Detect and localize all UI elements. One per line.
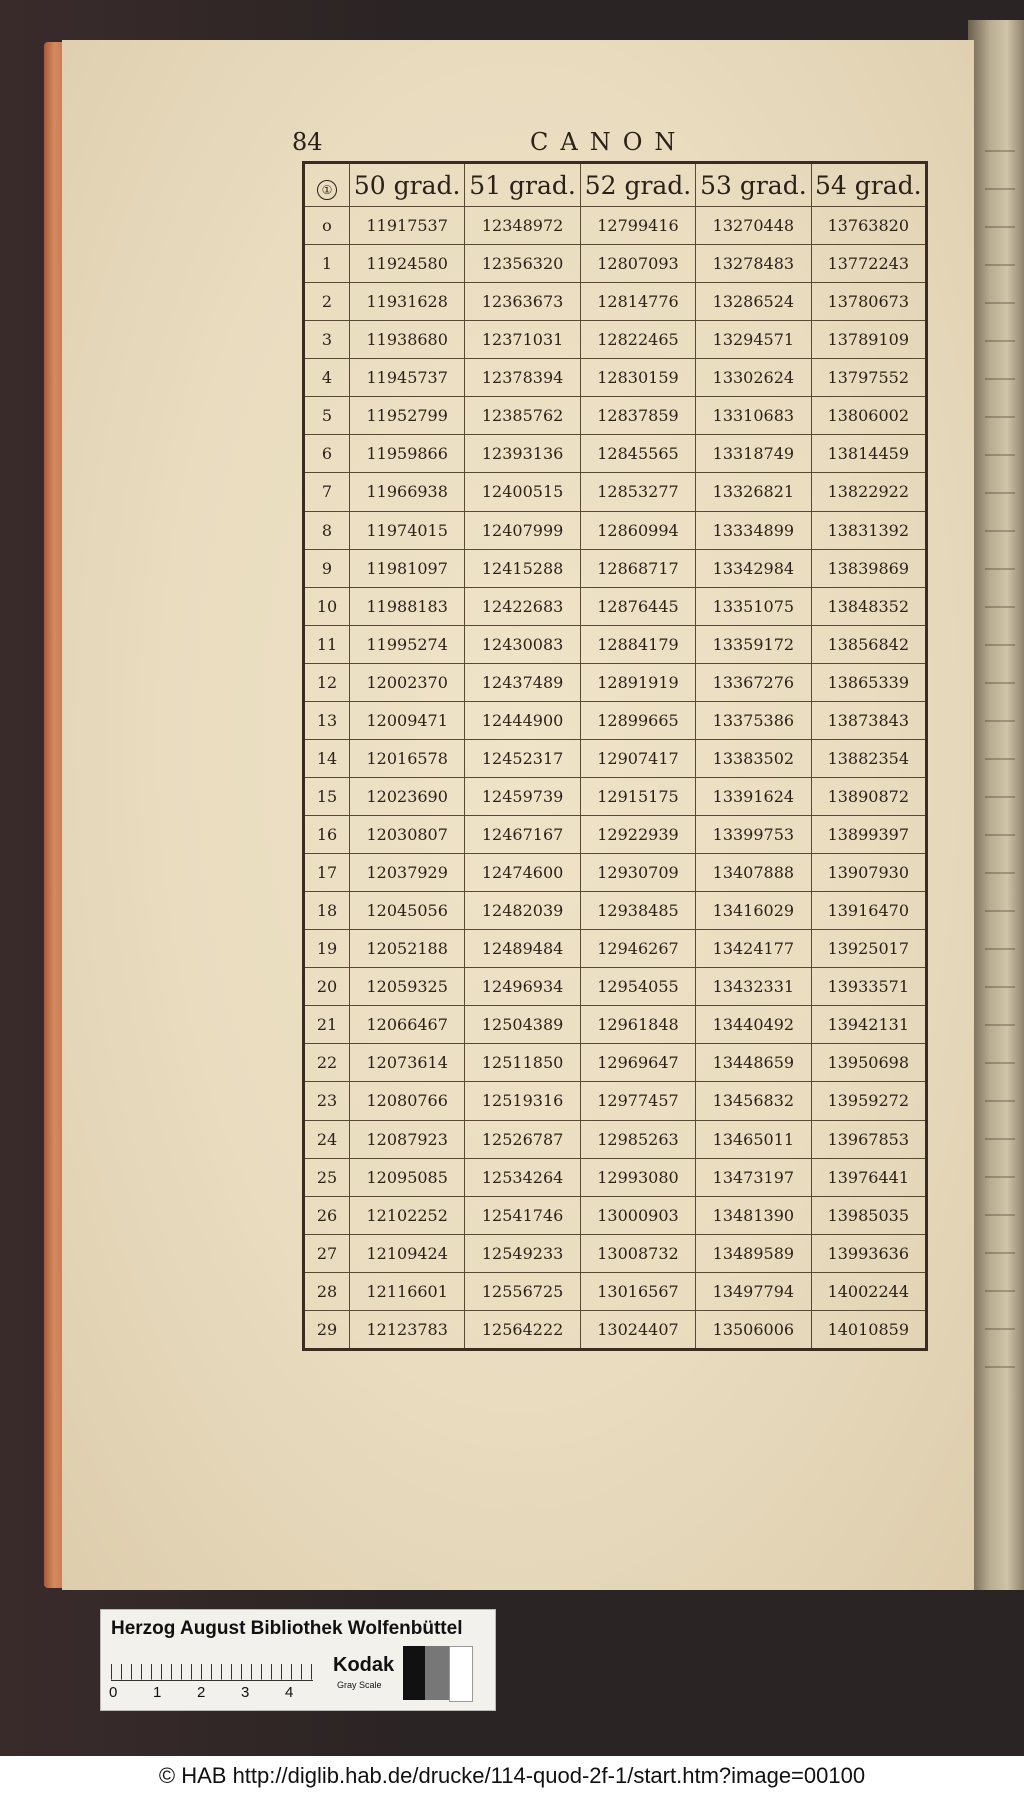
header-cell: 50 grad. <box>350 163 465 207</box>
value-cell: 12087923 <box>350 1120 465 1158</box>
value-cell: 12954055 <box>580 968 695 1006</box>
value-cell: 13351075 <box>696 587 811 625</box>
copyright-footer: © HAB http://diglib.hab.de/drucke/114-quod-2f-1/start.htm?image=00100 <box>0 1756 1024 1796</box>
table-row <box>304 663 927 701</box>
value-cell: 13481390 <box>696 1196 811 1234</box>
value-cell: 12915175 <box>580 777 695 815</box>
value-cell: 12073614 <box>350 1044 465 1082</box>
value-cell: 12109424 <box>350 1234 465 1272</box>
kodak-brand: Kodak <box>333 1654 395 1676</box>
table-row <box>304 549 927 587</box>
value-cell: 13890872 <box>811 777 926 815</box>
value-cell: 13416029 <box>696 892 811 930</box>
row-index-cell: 6 <box>304 435 350 473</box>
row-index-cell: 27 <box>304 1234 350 1272</box>
value-cell: 12961848 <box>580 1006 695 1044</box>
value-cell: 12009471 <box>350 701 465 739</box>
value-cell: 13375386 <box>696 701 811 739</box>
row-index-cell: 22 <box>304 1044 350 1082</box>
value-cell: 13848352 <box>811 587 926 625</box>
value-cell: 13008732 <box>580 1234 695 1272</box>
value-cell: 13456832 <box>696 1082 811 1120</box>
value-cell: 12430083 <box>465 625 580 663</box>
value-cell: 12938485 <box>580 892 695 930</box>
table-row <box>304 1310 927 1349</box>
value-cell: 12946267 <box>580 930 695 968</box>
table-row <box>304 892 927 930</box>
ruler-number: 1 <box>153 1684 162 1701</box>
table-header-row <box>304 163 927 207</box>
value-cell: 12052188 <box>350 930 465 968</box>
value-cell: 13839869 <box>811 549 926 587</box>
value-cell: 11988183 <box>350 587 465 625</box>
value-cell: 12459739 <box>465 777 580 815</box>
row-index-cell: 14 <box>304 739 350 777</box>
value-cell: 12059325 <box>350 968 465 1006</box>
table-row <box>304 283 927 321</box>
value-cell: 12526787 <box>465 1120 580 1158</box>
table-row <box>304 245 927 283</box>
row-index-cell: 19 <box>304 930 350 968</box>
table-row <box>304 397 927 435</box>
value-cell: 12356320 <box>465 245 580 283</box>
header-cell: 54 grad. <box>811 163 926 207</box>
value-cell: 13310683 <box>696 397 811 435</box>
header-cell: 52 grad. <box>580 163 695 207</box>
value-cell: 11981097 <box>350 549 465 587</box>
value-cell: 12504389 <box>465 1006 580 1044</box>
ruler-number: 3 <box>241 1684 250 1701</box>
value-cell: 13383502 <box>696 739 811 777</box>
value-cell: 13359172 <box>696 625 811 663</box>
row-index-cell: 17 <box>304 854 350 892</box>
value-cell: 14002244 <box>811 1272 926 1310</box>
table-row <box>304 587 927 625</box>
table-row <box>304 701 927 739</box>
running-title: CANON <box>530 128 688 156</box>
value-cell: 13925017 <box>811 930 926 968</box>
row-index-cell: 13 <box>304 701 350 739</box>
value-cell: 13286524 <box>696 283 811 321</box>
value-cell: 12422683 <box>465 587 580 625</box>
value-cell: 12549233 <box>465 1234 580 1272</box>
row-index-cell: 7 <box>304 473 350 511</box>
row-index-cell: 5 <box>304 397 350 435</box>
value-cell: 13399753 <box>696 816 811 854</box>
value-cell: 12807093 <box>580 245 695 283</box>
value-cell: 12378394 <box>465 359 580 397</box>
value-cell: 13814459 <box>811 435 926 473</box>
table-row <box>304 435 927 473</box>
value-cell: 13967853 <box>811 1120 926 1158</box>
value-cell: 12899665 <box>580 701 695 739</box>
value-cell: 13318749 <box>696 435 811 473</box>
value-cell: 12037929 <box>350 854 465 892</box>
value-cell: 13278483 <box>696 245 811 283</box>
row-index-cell: 16 <box>304 816 350 854</box>
value-cell: 13342984 <box>696 549 811 587</box>
corner-cell <box>304 163 350 207</box>
row-index-cell: 8 <box>304 511 350 549</box>
value-cell: 11917537 <box>350 207 465 245</box>
value-cell: 12876445 <box>580 587 695 625</box>
row-index-cell: 29 <box>304 1310 350 1349</box>
row-index-cell: 18 <box>304 892 350 930</box>
value-cell: 13294571 <box>696 321 811 359</box>
row-index-cell: 24 <box>304 1120 350 1158</box>
table-row <box>304 854 927 892</box>
row-index-cell: 23 <box>304 1082 350 1120</box>
table-row <box>304 1158 927 1196</box>
value-cell: 12348972 <box>465 207 580 245</box>
canon-table <box>302 161 928 1351</box>
value-cell: 12123783 <box>350 1310 465 1349</box>
value-cell: 13024407 <box>580 1310 695 1349</box>
gray-swatch-white <box>449 1646 473 1702</box>
value-cell: 13993636 <box>811 1234 926 1272</box>
table-row <box>304 739 927 777</box>
table-row <box>304 207 927 245</box>
table-row <box>304 1120 927 1158</box>
value-cell: 13497794 <box>696 1272 811 1310</box>
value-cell: 13763820 <box>811 207 926 245</box>
value-cell: 13016567 <box>580 1272 695 1310</box>
row-index-cell: 25 <box>304 1158 350 1196</box>
row-index-cell: 26 <box>304 1196 350 1234</box>
value-cell: 13985035 <box>811 1196 926 1234</box>
table-row <box>304 359 927 397</box>
value-cell: 12045056 <box>350 892 465 930</box>
value-cell: 12541746 <box>465 1196 580 1234</box>
value-cell: 12467167 <box>465 816 580 854</box>
table-row <box>304 816 927 854</box>
value-cell: 13391624 <box>696 777 811 815</box>
page-number: 84 <box>292 128 323 156</box>
table-row <box>304 968 927 1006</box>
value-cell: 12385762 <box>465 397 580 435</box>
row-index-cell: 21 <box>304 1006 350 1044</box>
value-cell: 12066467 <box>350 1006 465 1044</box>
table-row <box>304 511 927 549</box>
value-cell: 13326821 <box>696 473 811 511</box>
ruler-number: 4 <box>285 1684 294 1701</box>
value-cell: 12482039 <box>465 892 580 930</box>
table-row <box>304 321 927 359</box>
value-cell: 12489484 <box>465 930 580 968</box>
table-row <box>304 1082 927 1120</box>
value-cell: 13797552 <box>811 359 926 397</box>
ruler-number: 2 <box>197 1684 206 1701</box>
table-row <box>304 777 927 815</box>
value-cell: 12452317 <box>465 739 580 777</box>
value-cell: 13856842 <box>811 625 926 663</box>
value-cell: 13942131 <box>811 1006 926 1044</box>
value-cell: 13506006 <box>696 1310 811 1349</box>
value-cell: 13882354 <box>811 739 926 777</box>
value-cell: 13473197 <box>696 1158 811 1196</box>
table-row <box>304 1196 927 1234</box>
value-cell: 12993080 <box>580 1158 695 1196</box>
table-row <box>304 1272 927 1310</box>
ruler-numbers <box>109 1684 329 1701</box>
gray-scale-text: Gray Scale <box>337 1680 382 1690</box>
value-cell: 12799416 <box>580 207 695 245</box>
row-index-cell: 9 <box>304 549 350 587</box>
value-cell: 13873843 <box>811 701 926 739</box>
library-label-title: Herzog August Bibliothek Wolfenbüttel <box>111 1618 463 1639</box>
value-cell: 13950698 <box>811 1044 926 1082</box>
value-cell: 12814776 <box>580 283 695 321</box>
value-cell: 13440492 <box>696 1006 811 1044</box>
value-cell: 13976441 <box>811 1158 926 1196</box>
value-cell: 12564222 <box>465 1310 580 1349</box>
value-cell: 13907930 <box>811 854 926 892</box>
value-cell: 13933571 <box>811 968 926 1006</box>
table-row <box>304 1044 927 1082</box>
value-cell: 12016578 <box>350 739 465 777</box>
value-cell: 13424177 <box>696 930 811 968</box>
row-index-cell: 15 <box>304 777 350 815</box>
value-cell: 13302624 <box>696 359 811 397</box>
value-cell: 13899397 <box>811 816 926 854</box>
value-cell: 12444900 <box>465 701 580 739</box>
value-cell: 13407888 <box>696 854 811 892</box>
value-cell: 12837859 <box>580 397 695 435</box>
value-cell: 11952799 <box>350 397 465 435</box>
value-cell: 11924580 <box>350 245 465 283</box>
value-cell: 12116601 <box>350 1272 465 1310</box>
value-cell: 13000903 <box>580 1196 695 1234</box>
ruler-scale <box>111 1654 313 1681</box>
value-cell: 12030807 <box>350 816 465 854</box>
value-cell: 12496934 <box>465 968 580 1006</box>
value-cell: 11938680 <box>350 321 465 359</box>
header-cell: 51 grad. <box>465 163 580 207</box>
value-cell: 11959866 <box>350 435 465 473</box>
value-cell: 13831392 <box>811 511 926 549</box>
value-cell: 13806002 <box>811 397 926 435</box>
value-cell: 12102252 <box>350 1196 465 1234</box>
value-cell: 12002370 <box>350 663 465 701</box>
value-cell: 12868717 <box>580 549 695 587</box>
row-index-cell: 4 <box>304 359 350 397</box>
value-cell: 12511850 <box>465 1044 580 1082</box>
value-cell: 13780673 <box>811 283 926 321</box>
value-cell: 12845565 <box>580 435 695 473</box>
value-cell: 13489589 <box>696 1234 811 1272</box>
row-index-cell: 3 <box>304 321 350 359</box>
value-cell: 12519316 <box>465 1082 580 1120</box>
table-body <box>304 207 927 1350</box>
value-cell: 12822465 <box>580 321 695 359</box>
table-row <box>304 625 927 663</box>
ruler-number: 0 <box>109 1684 118 1701</box>
value-cell: 12556725 <box>465 1272 580 1310</box>
value-cell: 12884179 <box>580 625 695 663</box>
value-cell: 12534264 <box>465 1158 580 1196</box>
row-index-cell: 11 <box>304 625 350 663</box>
row-index-cell: 28 <box>304 1272 350 1310</box>
value-cell: 12095085 <box>350 1158 465 1196</box>
table-row <box>304 1006 927 1044</box>
value-cell: 12930709 <box>580 854 695 892</box>
header-cell: 53 grad. <box>696 163 811 207</box>
value-cell: 13822922 <box>811 473 926 511</box>
value-cell: 13465011 <box>696 1120 811 1158</box>
value-cell: 11995274 <box>350 625 465 663</box>
row-index-cell: 20 <box>304 968 350 1006</box>
corner-mark: ① <box>317 180 337 200</box>
gray-swatch-mid <box>425 1646 449 1700</box>
table-row <box>304 473 927 511</box>
value-cell: 13772243 <box>811 245 926 283</box>
value-cell: 11945737 <box>350 359 465 397</box>
value-cell: 13367276 <box>696 663 811 701</box>
next-page-text-edge <box>985 150 1015 1400</box>
value-cell: 13432331 <box>696 968 811 1006</box>
value-cell: 12860994 <box>580 511 695 549</box>
value-cell: 13916470 <box>811 892 926 930</box>
value-cell: 12407999 <box>465 511 580 549</box>
value-cell: 14010859 <box>811 1310 926 1349</box>
table-row <box>304 1234 927 1272</box>
value-cell: 11974015 <box>350 511 465 549</box>
value-cell: 12853277 <box>580 473 695 511</box>
value-cell: 12474600 <box>465 854 580 892</box>
value-cell: 13959272 <box>811 1082 926 1120</box>
value-cell: 12363673 <box>465 283 580 321</box>
value-cell: 13789109 <box>811 321 926 359</box>
value-cell: 12415288 <box>465 549 580 587</box>
value-cell: 13448659 <box>696 1044 811 1082</box>
value-cell: 11931628 <box>350 283 465 321</box>
value-cell: 12985263 <box>580 1120 695 1158</box>
value-cell: 13270448 <box>696 207 811 245</box>
row-index-cell: 2 <box>304 283 350 321</box>
row-index-cell: 1 <box>304 245 350 283</box>
value-cell: 12393136 <box>465 435 580 473</box>
row-index-cell: o <box>304 207 350 245</box>
table-row <box>304 930 927 968</box>
row-index-cell: 10 <box>304 587 350 625</box>
row-index-cell: 12 <box>304 663 350 701</box>
value-cell: 12830159 <box>580 359 695 397</box>
value-cell: 12400515 <box>465 473 580 511</box>
value-cell: 12922939 <box>580 816 695 854</box>
value-cell: 12891919 <box>580 663 695 701</box>
value-cell: 11966938 <box>350 473 465 511</box>
gray-swatch-black <box>403 1646 425 1700</box>
library-label <box>100 1609 496 1711</box>
value-cell: 13865339 <box>811 663 926 701</box>
value-cell: 12907417 <box>580 739 695 777</box>
value-cell: 12437489 <box>465 663 580 701</box>
value-cell: 12969647 <box>580 1044 695 1082</box>
value-cell: 12977457 <box>580 1082 695 1120</box>
value-cell: 12023690 <box>350 777 465 815</box>
value-cell: 13334899 <box>696 511 811 549</box>
value-cell: 12080766 <box>350 1082 465 1120</box>
value-cell: 12371031 <box>465 321 580 359</box>
